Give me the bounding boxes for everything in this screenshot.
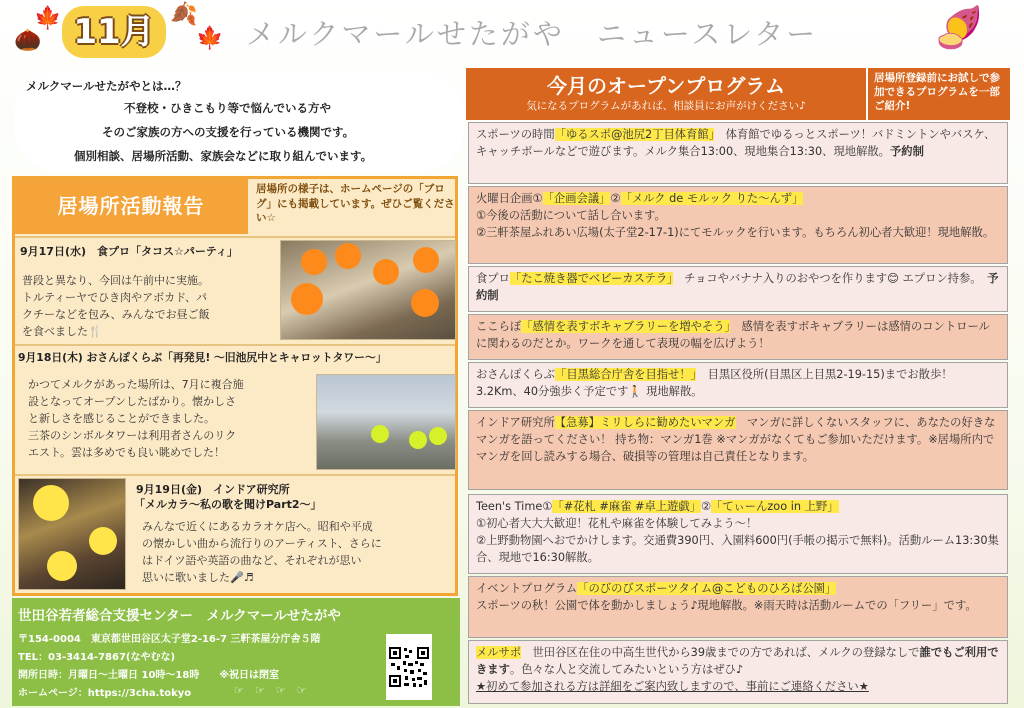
program-item: おさんぽくらぶ「目黒総合庁舎を目指せ！」 目黒区役所(目黒区上目黒2-19-15)までお散歩！3.2Km、40分強歩く予定です🚶 現地解散。 [468,362,1008,408]
program-item: メルサポ 世田谷区在住の中高生世代から39歳までの方であれば、メルクの登録なしで誰でもご利用できます。色々な人と交流してみたいという方はぜひ♪ ★初めて参加される方は詳細をご案内致しますので、事前にご連絡ください★ [468,640,1008,704]
page-title: メルクマールせたがや ニュースレター [246,17,819,51]
divider [15,236,455,238]
intro-line: 不登校・ひきこもり等で悩んでいる方や [124,101,331,115]
intro-line: そのご家族の方への支援を行っている機関です。 [102,125,355,139]
sweet-potato-icon: 🍠 [934,5,984,51]
hours: 開所日時：月曜日～土曜日 10時～18時 ※祝日は閉室 [18,670,280,681]
program-item: 火曜日企画①「企画会議」②「メルク de モルック りた～んず」 ①今後の活動について話し合います。 ②三軒茶屋ふれあい広場(太子堂2-17-1)にてモルックを行います。もちろん初心者大歓迎！現地解散。 [468,186,1008,264]
program-item: イベントプログラム「のびのびスポーツタイム@こどものひろば公園」 スポーツの秋！公園で体を動かしましょう♪現地解散。※雨天時は活動ルームでの「フリー」です。 [468,576,1008,638]
event-text: かつてメルクがあった場所は、7月に複合施 設となってオープンしたばかり。懐かしさ と新しさを感じることができました。 三茶のシンボルタワーは利用者さんのリク エスト。雲は多めでも良い眺めでした！ [28,378,244,460]
program-subtitle: 気になるプログラムがあれば、相談員にお声がけください♪ [526,100,806,112]
program-item: 食プロ「たこ焼き器でベビーカステラ」 チョコやバナナ入りのおやつを作ります😊 エプロン持参。 予約制 [468,266,1008,312]
program-item: インドア研究所【急募】ミリしらに勧めたいマンガ マンガに詳しくないスタッフに、あなたの好きなマンガを語ってください！ 持ち物：マンガ1巻 ※マンガがなくてもご参加いただけます。※居場所内でマンガを回し読みする場合、破損等の管理は自己責任となります。 [468,410,1008,490]
qr-code[interactable] [386,634,432,700]
program-item: スポーツの時間「ゆるスポ@池尻2丁目体育館」 体育館でゆるっとスポーツ！バドミントンやバスケ、キャッチボールなどで遊びます。メルク集合13:00、現地集合13:30、現地解散。予約制 [468,122,1008,184]
report-note: 居場所の様子は、ホームページの「ブログ」にも掲載しています。ぜひご覧ください☆ [256,183,455,225]
org-name: 世田谷若者総合支援センター メルクマールせたがや [18,608,341,624]
program-item: Teen's Time①「#花札 #麻雀 #卓上遊戯」②「てぃーんzoo in 上野」 ①初心者大大大歓迎！花札や麻雀を体験してみよう～！ ②上野動物園へおでかけします。交通費390円、入園料600円(手帳の掲示で無料)。活動ルーム13:30集合、現地で16:30解散。 [468,494,1008,574]
program-item: ここらぼ「感情を表すボキャブラリーを増やそう」 感情を表すボキャブラリーは感情のコントロールに関わるのだとか。ワークを通して表現の幅を広げよう！ [468,314,1008,360]
event-heading: 9月19日(金) インドア研究所 [136,483,290,496]
intro-line: 個別相談、居場所活動、家族会などに取り組んでいます。 [74,149,373,163]
event-text: みんなで近くにあるカラオケ店へ。昭和や平成 の懐かしい曲から流行りのアーティスト、さらに はドイツ語や英語の曲など、それぞれが思い 思いに歌いました🎤♬ [142,520,382,585]
event-heading: 9月18日(木) おさんぽくらぶ「再発見! ～旧池尻中とキャロットタワー～」 [18,351,387,364]
divider [15,344,455,346]
karaoke-photo [18,478,126,590]
carrot-tower-photo [316,374,456,470]
acorn-icon: 🌰 [14,28,42,53]
program-title: 今月のオープンプログラム [547,74,785,98]
pointing-hand-icon: ☞ ☞ ☞ ☞ [234,684,307,697]
maple-leaf-icon: 🍁 [34,6,62,31]
intro-box [14,72,464,172]
program-note: 居場所登録前にお試しで参加できるプログラムを一部ご紹介! [874,72,1000,113]
homepage-link[interactable]: ホームページ：https://3cha.tokyo [18,688,192,699]
report-title: 居場所活動報告 [14,178,248,234]
phone: TEL：03-3414-7867(なやむな) [18,652,176,663]
event-heading: 9月17日(水) 食プロ「タコス☆パーティ」 [20,245,238,258]
qr-code-icon [388,636,430,698]
address: 〒154-0004 東京都世田谷区太子堂2-16-7 三軒茶屋分庁舎５階 [18,634,321,645]
ginkgo-leaf-icon: 🍂 [170,2,198,27]
intro-line: メルクマールせたがやとは…？ [26,79,187,93]
maple-leaf-icon: 🍁 [196,26,224,51]
event-text: 普段と異なり、今回は午前中に実施。 トルティーヤでひき肉やアボカド、パ クチーなどを包み、みんなでお昼ご飯 を食べました🍴 [22,274,210,339]
month-badge: 11月 [62,6,166,58]
tacos-party-photo [280,240,456,340]
event-heading: 「メルカラ～私の歌を聞けPart2～」 [134,498,322,511]
divider [15,474,455,476]
